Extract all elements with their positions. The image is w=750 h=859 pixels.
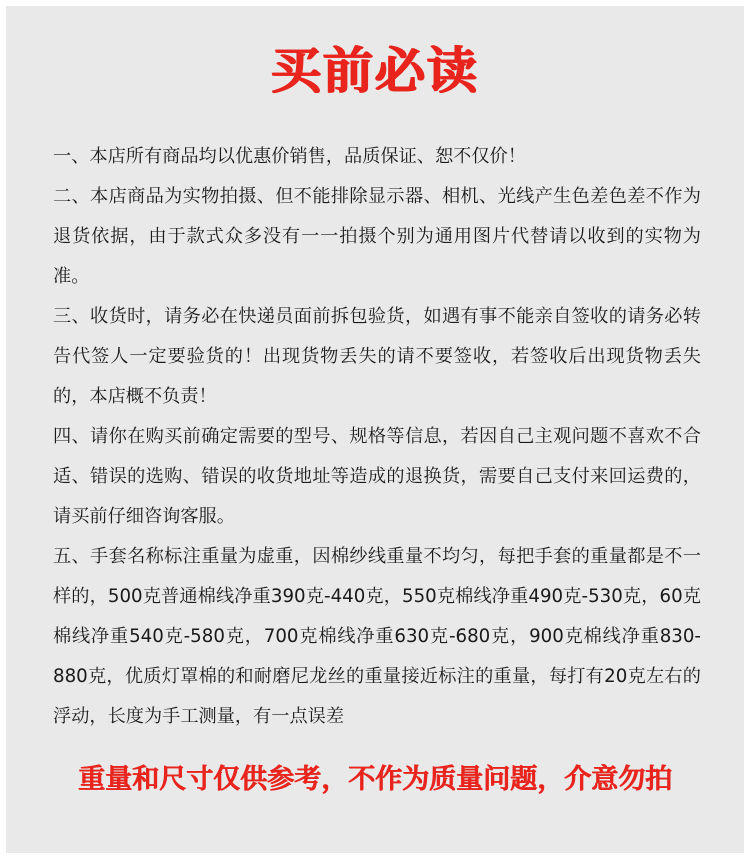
disclaimer-banner: 重量和尺寸仅供参考，不作为质量问题，介意勿拍 <box>78 764 672 795</box>
notice-item-4: 四、请你在购买前确定需要的型号、规格等信息，若因自己主观问题不喜欢不合适、错误的选购、错误的收货地址等造成的退换货，需要自己支付来回运费的，请买前仔细咨询客服。 <box>53 426 701 527</box>
notice-item-1: 一、本店所有商品均以优惠价销售，品质保证、恕不仅价！ <box>53 146 526 167</box>
notice-item-3: 三、收货时，请务必在快递员面前拆包验货，如遇有事不能亲自签收的请务必转告代签人一定要验货的！出现货物丢失的请不要签收，若签收后出现货物丢失的，本店概不负责！ <box>53 306 701 407</box>
page-title: 买前必读 <box>271 42 479 100</box>
notice-item-2: 二、本店商品为实物拍摄、但不能排除显示器、相机、光线产生色差色差不作为退货依据，由于款式众多没有一一拍摄个别为通用图片代替请以收到的实物为准。 <box>53 186 701 287</box>
notice-item-5: 五、手套名称标注重量为虚重，因棉纱线重量不均匀，每把手套的重量都是不一样的，500克普通棉线净重390克-440克，550克棉线净重490克-530克，60克棉线净重540克-580克，700克棉线净重630克-680克，900克棉线净重830-880克，优质灯罩棉的和耐磨尼龙丝的重量接近标注的重量，每打有20克左右的浮动，长度为手工测量，有一点误差 <box>53 546 701 727</box>
notice-list <box>53 137 701 737</box>
